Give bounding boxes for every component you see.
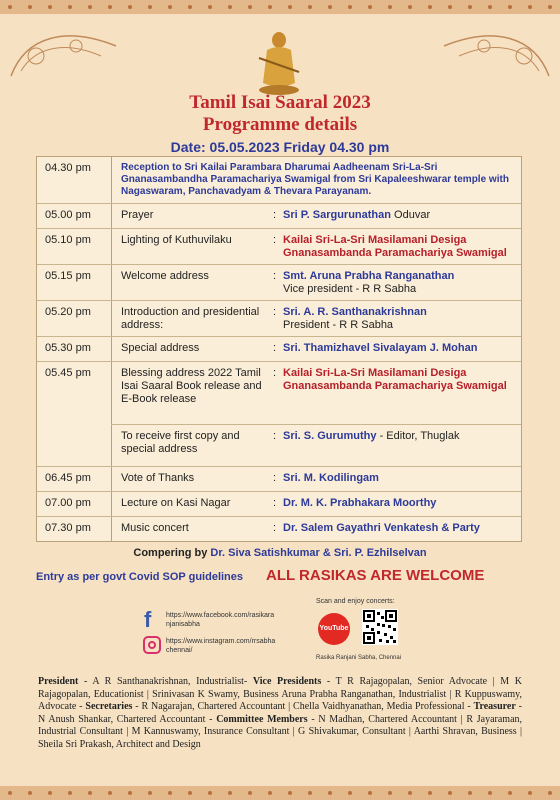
right-swirl-ornament [434,16,554,86]
row-time: 05.10 pm [45,234,91,246]
column-divider [111,265,112,300]
person-name: Sri. A. R. Santhanakrishnan [283,306,427,318]
top-border-pattern [0,0,560,14]
row-time: 05.45 pm [45,367,91,379]
role-names: - N Madhan, Chartered Accountant | R Jayaraman, Industrial Consultant | M Kannuswamy, Insurance Consultant | G Shivakumar, Consultant | Aarthi Shravan, Business | Sheila Sri Prakash, Architect and Design [38,713,523,750]
programme-table [36,156,522,542]
programme-row [37,337,521,362]
compering-line [0,547,560,559]
instagram-link[interactable]: https://www.instagram.com/rrsabha chennai/ [166,638,276,654]
programme-row [37,467,521,492]
column-divider [111,467,112,491]
role-names: - R Nagarajan, Chartered Accountant | Chella Vaidhyanathan, Media Professional - [132,701,474,712]
row-colon: : [273,522,277,534]
person-suffix: Oduvar [391,209,431,221]
row-person: Sri. Thamizhavel Sivalayam J. Mohan [283,342,478,354]
column-divider [111,301,112,336]
row-time: 05.30 pm [45,342,91,354]
row-colon: : [273,472,277,484]
row-time: 05.00 pm [45,209,91,221]
column-divider [111,204,112,228]
row-person: Kailai Sri-La-Sri Masilamani Desiga Gnanasambanda Paramachariya Swamigal [283,234,507,259]
welcome-banner: ALL RASIKAS ARE WELCOME [266,567,485,584]
row-event: Introduction and presidential address: [121,306,260,331]
row-colon: : [273,367,277,379]
row-event: Blessing address 2022 Tamil Isai Saaral Book release and E-Book release [121,367,262,405]
compering-names: Dr. Siva Satishkumar & Sri. P. Ezhilselvan [210,547,427,559]
sub-row-person [283,430,519,443]
column-divider [111,517,112,541]
programme-row [37,265,521,301]
office-bearers-list [38,676,522,751]
row-event: Vote of Thanks [121,472,195,484]
column-divider [111,362,112,466]
person-suffix: - Editor, Thuglak [376,430,460,442]
programme-row [37,517,521,541]
row-event: Lecture on Kasi Nagar [121,497,231,509]
column-divider [111,492,112,516]
person-role: Vice president - R R Sabha [283,283,417,295]
programme-row [37,204,521,229]
person-role: President - R R Sabha [283,319,394,331]
scan-label: Scan and enjoy concerts: [316,598,395,605]
row-person: Dr. M. K. Prabhakara Moorthy [283,497,437,509]
programme-heading: Programme details [202,114,358,135]
compering-label: Compering by [133,547,211,559]
column-divider [111,229,112,264]
role-label: Treasurer [473,701,516,712]
sabha-name: Rasika Ranjani Sabha, Chennai [316,655,402,661]
role-label: Committee Members [216,713,308,725]
reception-text: Reception to Sri Kailai Parambara Dharumai Aadheenam Sri-La-Sri Gnanasambandha Paramachariya Swamigal from Sri Kapaleeshwarar temple with Nagaswaram, Panchavadyam & Thevara Parayanam. [121,162,509,197]
row-event: Music concert [121,522,189,534]
row-event: Special address [121,342,200,354]
event-date: Date: 05.05.2023 Friday 04.30 pm [170,139,390,155]
left-swirl-ornament [6,16,126,86]
row-colon: : [273,209,277,221]
programme-row [37,492,521,517]
row-colon: : [273,497,277,509]
sub-row-colon: : [273,430,277,442]
row-colon: : [273,306,277,318]
row-colon: : [273,342,277,354]
row-time: 07.00 pm [45,497,91,509]
event-title: Tamil Isai Saaral 2023 [189,92,371,113]
row-colon: : [273,270,277,282]
programme-row [37,157,521,204]
row-event: Prayer [121,209,154,221]
role-label: President [38,676,79,687]
sub-row-divider [111,424,521,425]
row-time: 07.30 pm [45,522,91,534]
row-event: Lighting of Kuthuvilaku [121,234,232,246]
person-name: Smt. Aruna Prabha Ranganathan [283,270,455,282]
person-name: Sri P. Sargurunathan [283,209,391,221]
row-time: 05.15 pm [45,270,91,282]
qr-code-icon[interactable] [362,609,398,645]
youtube-icon[interactable]: YouTube [318,613,350,645]
row-person: Dr. Salem Gayathri Venkatesh & Party [283,522,480,534]
role-names: - T R Rajagopalan, Senior Advocate | M K Rajagopalan, Educationist | Srinivasan K Swamy, Business Aruna Prabha Ranganathan, Industrialist | R Kuppuswamy, Advocate - [38,676,522,712]
row-person: Sri. M. Kodilingam [283,472,379,484]
row-person [283,270,519,296]
covid-entry-note: Entry as per govt Covid SOP guidelines [36,571,244,583]
programme-row [37,229,521,265]
row-time: 05.20 pm [45,306,91,318]
row-person: Kailai Sri-La-Sri Masilamani Desiga Gnanasambanda Paramachariya Swamigal [283,367,507,392]
instagram-icon[interactable] [143,636,161,654]
facebook-link[interactable]: https://www.facebook.com/rasikara njanisabha [166,612,275,628]
row-person [283,209,519,222]
person-name: Sri. S. Gurumuthy [283,430,377,442]
role-label: Secretaries [85,701,133,712]
row-colon: : [273,234,277,246]
row-time: 04.30 pm [45,162,91,174]
role-label: Vice Presidents [252,676,322,687]
column-divider [111,337,112,361]
bottom-border-pattern [0,786,560,800]
column-divider [111,157,112,203]
role-names: - A R Santhanakrishnan, Industrialist- [78,676,253,687]
facebook-icon[interactable]: f [144,607,152,632]
sub-row-event: To receive first copy and special address [121,430,240,455]
programme-row [37,362,521,467]
row-time: 06.45 pm [45,472,91,484]
programme-row [37,301,521,337]
row-event: Welcome address [121,270,209,282]
role-names: - N Anush Shankar, Chartered Accountant - [38,701,522,725]
saraswati-deity-icon [255,28,303,98]
row-person [283,306,519,332]
